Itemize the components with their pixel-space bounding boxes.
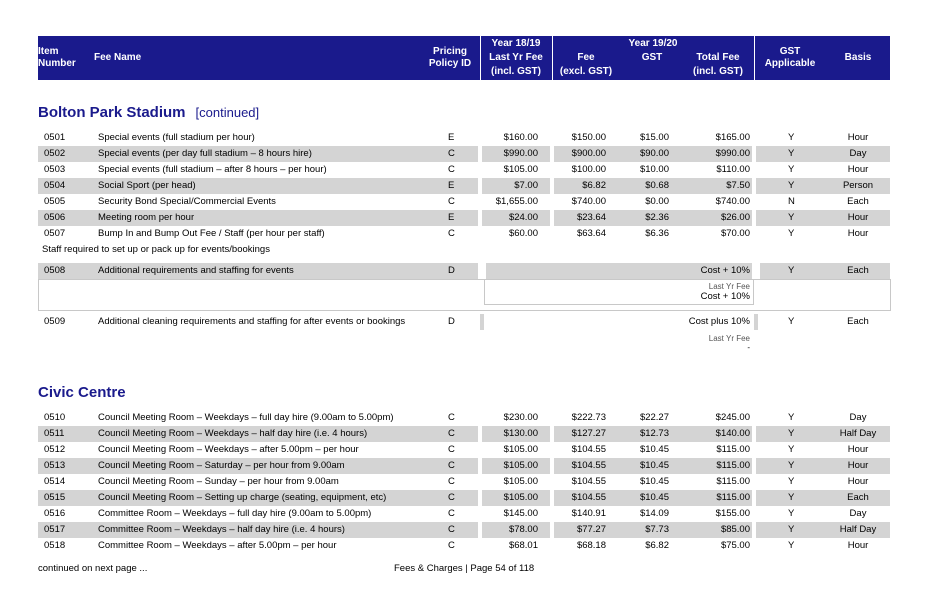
- basis: Person: [842, 180, 874, 191]
- header-year-prev: Year 18/19: [491, 38, 541, 49]
- basis: Hour: [847, 132, 869, 143]
- last-yr-fee: $78.00: [508, 524, 538, 535]
- fee-excl-gst: $104.55: [571, 460, 606, 471]
- item-number: 0517: [44, 524, 66, 535]
- fee-excl-gst: $900.00: [571, 148, 606, 159]
- pricing-policy: D: [448, 265, 455, 276]
- item-number: 0516: [44, 508, 66, 519]
- table-row: [38, 146, 890, 162]
- pricing-policy: C: [448, 508, 455, 519]
- item-number: 0501: [44, 132, 66, 143]
- gst-amount: $6.36: [645, 228, 669, 239]
- fee-name: Council Meeting Room – Setting up charge (seating, equipment, etc): [98, 492, 387, 503]
- total-fee: $990.00: [715, 148, 750, 159]
- column-gap: [752, 442, 756, 458]
- header-basis: Basis: [844, 52, 872, 63]
- note-text: Staff required to set up or pack up for events/bookings: [42, 244, 270, 255]
- column-gap: [478, 226, 482, 242]
- column-gap: [480, 314, 484, 330]
- gst-applicable: Y: [788, 476, 795, 487]
- pricing-policy: C: [448, 148, 455, 159]
- column-gap: [550, 410, 554, 426]
- gst-applicable: Y: [788, 164, 795, 175]
- table-row: [38, 314, 890, 330]
- fee-excl-gst: $222.73: [571, 412, 606, 423]
- column-gap: [550, 130, 554, 146]
- gst-applicable: Y: [788, 180, 795, 191]
- gst-amount: $10.45: [639, 460, 669, 471]
- pricing-policy: C: [448, 492, 455, 503]
- total-fee: Cost + 10%: [700, 265, 750, 276]
- item-number: 0502: [44, 148, 66, 159]
- fee-excl-gst: $63.64: [576, 228, 606, 239]
- fee-excl-gst: $127.27: [571, 428, 606, 439]
- last-yr-value: Cost + 10%: [700, 291, 750, 302]
- gst-applicable: Y: [788, 316, 795, 327]
- table-row: [38, 522, 890, 538]
- table-row: [38, 490, 890, 506]
- column-gap: [550, 210, 554, 226]
- fee-excl-gst: $77.27: [576, 524, 606, 535]
- section-title: [38, 104, 259, 121]
- column-gap: [478, 410, 482, 426]
- basis: Each: [847, 316, 869, 327]
- gst-amount: $12.73: [639, 428, 669, 439]
- column-gap: [550, 426, 554, 442]
- header-gst: GST: [641, 52, 663, 63]
- gst-applicable: Y: [788, 148, 795, 159]
- table-row: [38, 410, 890, 426]
- gst-amount: $90.00: [639, 148, 669, 159]
- fee-name: Council Meeting Room – Weekdays – half day hire (i.e. 4 hours): [98, 428, 368, 439]
- fee-name: Additional cleaning requirements and staffing for after events or bookings: [98, 316, 406, 327]
- pricing-policy: C: [448, 444, 455, 455]
- column-gap: [550, 474, 554, 490]
- table-row: [38, 506, 890, 522]
- last-yr-fee: $105.00: [503, 476, 538, 487]
- fee-name: Special events (per day full stadium – 8 hours hire): [98, 148, 312, 159]
- fee-name: Council Meeting Room – Saturday – per hour from 9.00am: [98, 460, 345, 471]
- fee-excl-gst: $104.55: [571, 444, 606, 455]
- item-number: 0518: [44, 540, 66, 551]
- table-row: [38, 426, 890, 442]
- column-gap: [752, 506, 756, 522]
- last-yr-fee: $130.00: [503, 428, 538, 439]
- total-fee: $115.00: [716, 444, 750, 455]
- column-gap: [478, 442, 482, 458]
- gst-applicable: Y: [788, 265, 795, 276]
- last-yr-label: Last Yr Fee: [708, 334, 750, 343]
- column-gap: [478, 194, 482, 210]
- column-gap: [550, 146, 554, 162]
- column-gap: [478, 178, 482, 194]
- footer-continued: continued on next page ...: [38, 563, 148, 574]
- pricing-policy: D: [448, 316, 455, 327]
- column-gap: [752, 162, 756, 178]
- gst-applicable: Y: [788, 460, 795, 471]
- column-gap: [752, 178, 756, 194]
- gst-amount: $7.73: [645, 524, 669, 535]
- column-gap: [478, 426, 482, 442]
- column-gap: [478, 146, 482, 162]
- gst-applicable: Y: [788, 412, 795, 423]
- gst-applicable: Y: [788, 212, 795, 223]
- table-row: [38, 263, 890, 279]
- table-row: [38, 162, 890, 178]
- column-gap: [752, 458, 756, 474]
- column-gap: [754, 314, 758, 330]
- column-gap: [478, 506, 482, 522]
- gst-amount: $0.68: [645, 180, 669, 191]
- column-gap: [752, 538, 756, 554]
- last-yr-fee: $145.00: [503, 508, 538, 519]
- fee-name: Council Meeting Room – Weekdays – full day hire (9.00am to 5.00pm): [98, 412, 394, 423]
- pricing-policy: C: [448, 540, 455, 551]
- fee-name: Council Meeting Room – Weekdays – after 5.00pm – per hour: [98, 444, 359, 455]
- gst-amount: $22.27: [639, 412, 669, 423]
- basis: Half Day: [839, 524, 877, 535]
- total-fee: $155.00: [715, 508, 750, 519]
- fee-name: Committee Room – Weekdays – half day hire (i.e. 4 hours): [98, 524, 345, 535]
- column-gap: [752, 263, 760, 279]
- gst-applicable: Y: [788, 540, 795, 551]
- fee-name: Special events (full stadium per hour): [98, 132, 255, 143]
- pricing-policy: C: [448, 476, 455, 487]
- fee-excl-gst: $6.82: [582, 180, 606, 191]
- table-header: [38, 36, 890, 80]
- item-number: 0514: [44, 476, 66, 487]
- last-yr-fee: $105.00: [503, 164, 538, 175]
- gst-applicable: Y: [788, 492, 795, 503]
- fee-excl-gst: $104.55: [571, 492, 606, 503]
- basis: Day: [849, 148, 867, 159]
- table-row: [38, 194, 890, 210]
- fee-name: Social Sport (per head): [98, 180, 196, 191]
- column-gap: [752, 146, 756, 162]
- last-yr-fee: $990.00: [503, 148, 538, 159]
- total-fee: $110.00: [716, 164, 750, 175]
- total-fee: $165.00: [715, 132, 750, 143]
- basis: Each: [847, 265, 869, 276]
- item-number: 0509: [44, 316, 66, 327]
- header-last-yr-incl: (incl. GST): [491, 66, 541, 77]
- last-yr-fee: $60.00: [508, 228, 538, 239]
- basis: Half Day: [839, 428, 877, 439]
- basis: Hour: [847, 444, 869, 455]
- header-last-yr-fee: Last Yr Fee: [489, 52, 543, 63]
- fee-excl-gst: $104.55: [571, 476, 606, 487]
- item-number: 0511: [44, 428, 65, 439]
- fee-excl-gst: $140.91: [571, 508, 606, 519]
- fee-name: Council Meeting Room – Sunday – per hour from 9.00am: [98, 476, 339, 487]
- section-title-text: Bolton Park Stadium: [38, 104, 186, 121]
- column-gap: [752, 210, 756, 226]
- basis: Day: [849, 412, 867, 423]
- header-fee-name: Fee Name: [94, 52, 142, 63]
- gst-amount: $10.45: [639, 492, 669, 503]
- gst-applicable: Y: [788, 508, 795, 519]
- fee-excl-gst: $740.00: [571, 196, 606, 207]
- item-number: 0503: [44, 164, 66, 175]
- fee-name: Special events (full stadium – after 8 hours – per hour): [98, 164, 327, 175]
- fee-name: Security Bond Special/Commercial Events: [98, 196, 276, 207]
- gst-amount: $15.00: [639, 132, 669, 143]
- column-gap: [550, 162, 554, 178]
- basis: Hour: [847, 212, 869, 223]
- header-fee-excl: (excl. GST): [559, 66, 613, 77]
- total-fee: $70.00: [720, 228, 750, 239]
- pricing-policy: C: [448, 164, 455, 175]
- table-row: [38, 474, 890, 490]
- total-fee: $75.00: [720, 540, 750, 551]
- last-yr-fee: $105.00: [503, 444, 538, 455]
- column-gap: [550, 506, 554, 522]
- last-yr-value: -: [747, 343, 750, 352]
- total-fee: $740.00: [715, 196, 750, 207]
- item-number: 0506: [44, 212, 66, 223]
- gst-applicable: Y: [788, 428, 795, 439]
- item-number: 0510: [44, 412, 66, 423]
- column-gap: [550, 538, 554, 554]
- table-row: [38, 178, 890, 194]
- column-gap: [478, 474, 482, 490]
- fee-name: Committee Room – Weekdays – after 5.00pm – per hour: [98, 540, 337, 551]
- column-gap: [550, 490, 554, 506]
- pricing-policy: E: [448, 212, 455, 223]
- basis: Hour: [847, 460, 869, 471]
- column-gap: [478, 263, 486, 279]
- gst-applicable: Y: [788, 228, 795, 239]
- basis: Hour: [847, 228, 869, 239]
- last-yr-fee: $7.00: [514, 180, 538, 191]
- gst-amount: $10.00: [639, 164, 669, 175]
- item-number: 0508: [44, 265, 66, 276]
- column-gap: [550, 442, 554, 458]
- gst-amount: $10.45: [639, 476, 669, 487]
- column-gap: [752, 490, 756, 506]
- pricing-policy: C: [448, 412, 455, 423]
- last-yr-fee: $160.00: [503, 132, 538, 143]
- basis: Day: [849, 508, 867, 519]
- gst-amount: $6.82: [645, 540, 669, 551]
- column-gap: [478, 210, 482, 226]
- total-fee: $245.00: [715, 412, 750, 423]
- table-row: [38, 226, 890, 242]
- column-gap: [550, 178, 554, 194]
- basis: Hour: [847, 164, 869, 175]
- item-number: 0512: [44, 444, 66, 455]
- column-gap: [478, 538, 482, 554]
- header-gst-applicable: GST Applicable: [764, 46, 816, 69]
- total-fee: $7.50: [726, 180, 750, 191]
- table-row: [38, 458, 890, 474]
- total-fee: $115.00: [716, 460, 750, 471]
- last-yr-fee: $105.00: [503, 492, 538, 503]
- last-yr-fee: $68.01: [508, 540, 538, 551]
- gst-applicable: Y: [788, 132, 795, 143]
- gst-applicable: N: [788, 196, 795, 207]
- column-gap: [752, 474, 756, 490]
- table-row: [38, 210, 890, 226]
- footer-page: Fees & Charges | Page 54 of 118: [394, 563, 535, 574]
- column-gap: [478, 162, 482, 178]
- table-row: [38, 442, 890, 458]
- last-yr-fee: $1,655.00: [495, 196, 538, 207]
- total-fee: $26.00: [720, 212, 750, 223]
- header-total-incl: (incl. GST): [693, 66, 743, 77]
- column-gap: [752, 522, 756, 538]
- fee-name: Additional requirements and staffing for events: [98, 265, 294, 276]
- column-gap: [550, 458, 554, 474]
- basis: Each: [847, 492, 869, 503]
- total-fee: $115.00: [716, 476, 750, 487]
- last-yr-label: Last Yr Fee: [708, 282, 750, 291]
- pricing-policy: E: [448, 132, 455, 143]
- fee-name: Committee Room – Weekdays – full day hire (9.00am to 5.00pm): [98, 508, 372, 519]
- column-gap: [478, 490, 482, 506]
- item-number: 0515: [44, 492, 66, 503]
- header-fee: Fee: [577, 52, 595, 63]
- column-gap: [478, 458, 482, 474]
- fee-excl-gst: $150.00: [571, 132, 606, 143]
- pricing-policy: C: [448, 460, 455, 471]
- gst-amount: $2.36: [645, 212, 669, 223]
- item-number: 0507: [44, 228, 66, 239]
- section-title: [38, 384, 126, 401]
- gst-amount: $0.00: [645, 196, 669, 207]
- item-number: 0513: [44, 460, 66, 471]
- pricing-policy: C: [448, 196, 455, 207]
- header-total-fee: Total Fee: [696, 52, 740, 63]
- basis: Each: [847, 196, 869, 207]
- row-detail-box: [38, 279, 891, 311]
- header-pricing-policy: Pricing Policy ID: [428, 46, 472, 69]
- gst-applicable: Y: [788, 444, 795, 455]
- fee-excl-gst: $100.00: [571, 164, 606, 175]
- last-yr-fee: $105.00: [503, 460, 538, 471]
- gst-amount: $10.45: [639, 444, 669, 455]
- section-continued-label: [continued]: [195, 105, 260, 120]
- pricing-policy: E: [448, 180, 455, 191]
- column-gap: [752, 194, 756, 210]
- table-row: [38, 538, 890, 554]
- column-gap: [550, 226, 554, 242]
- last-yr-fee: $24.00: [508, 212, 538, 223]
- column-gap: [478, 522, 482, 538]
- total-fee: $115.00: [716, 492, 750, 503]
- fee-excl-gst: $23.64: [576, 212, 606, 223]
- column-gap: [752, 130, 756, 146]
- gst-amount: $14.09: [639, 508, 669, 519]
- column-gap: [752, 426, 756, 442]
- fee-name: Meeting room per hour: [98, 212, 195, 223]
- fee-name: Bump In and Bump Out Fee / Staff (per hour per staff): [98, 228, 325, 239]
- total-fee: $85.00: [720, 524, 750, 535]
- column-gap: [478, 130, 482, 146]
- total-fee: Cost plus 10%: [688, 316, 750, 327]
- header-year-curr: Year 19/20: [628, 38, 678, 49]
- item-number: 0504: [44, 180, 66, 191]
- pricing-policy: C: [448, 524, 455, 535]
- pricing-policy: C: [448, 428, 455, 439]
- column-gap: [550, 194, 554, 210]
- last-yr-fee: $230.00: [503, 412, 538, 423]
- section-title-text: Civic Centre: [38, 384, 126, 401]
- table-row: [38, 130, 890, 146]
- pricing-policy: C: [448, 228, 455, 239]
- gst-applicable: Y: [788, 524, 795, 535]
- total-fee: $140.00: [715, 428, 750, 439]
- column-gap: [752, 226, 756, 242]
- fee-excl-gst: $68.18: [576, 540, 606, 551]
- item-number: 0505: [44, 196, 66, 207]
- header-item-number: Item Number: [38, 46, 76, 69]
- column-gap: [752, 410, 756, 426]
- column-gap: [550, 522, 554, 538]
- basis: Hour: [847, 540, 869, 551]
- basis: Hour: [847, 476, 869, 487]
